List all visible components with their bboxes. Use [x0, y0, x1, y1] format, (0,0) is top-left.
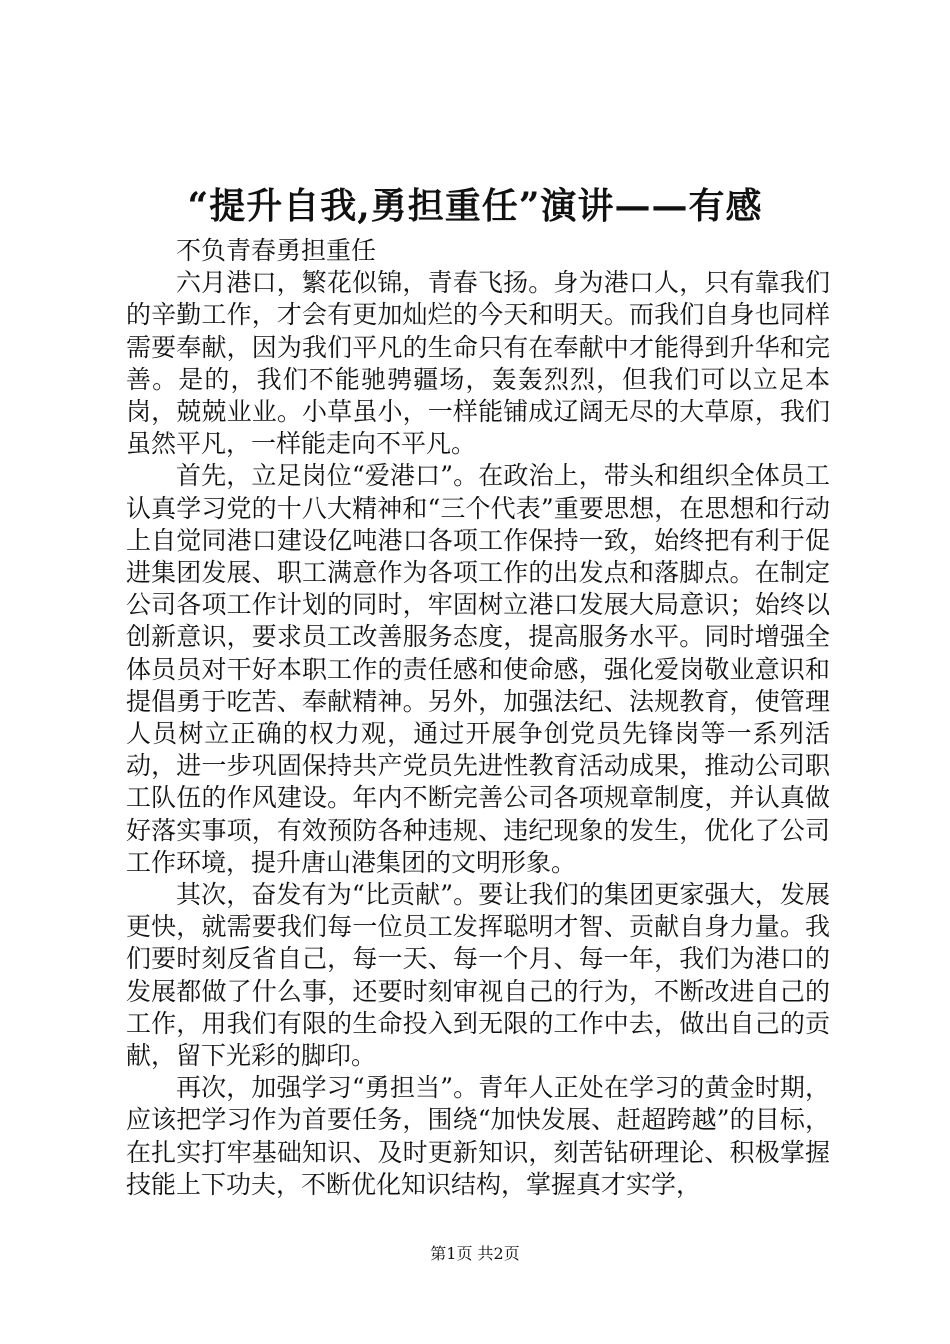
- document-title: “提升自我,勇担重任”演讲——有感: [187, 185, 763, 227]
- document-body: [126, 235, 830, 1201]
- paragraph: 首先，立足岗位“爱港口”。在政治上，带头和组织全体员工认真学习党的十八大精神和“三个代表”重要思想，在思想和行动上自觉同港口建设亿吨港口各项工作保持一致，始终把有利于促进集团发展、职工满意作为各项工作的出发点和落脚点。在制定公司各项工作计划的同时，牢固树立港口发展大局意识；始终以创新意识，要求员工改善服务态度，提高服务水平。同时增强全体员员对干好本职工作的责任感和使命感，强化爱岗敬业意识和提倡勇于吃苦、奉献精神。另外，加强法纪、法规教育，使管理人员树立正确的权力观，通过开展争创党员先锋岗等一系列活动，进一步巩固保持共产党员先进性教育活动成果，推动公司职工队伍的作风建设。年内不断完善公司各项规章制度，并认真做好落实事项，有效预防各种违规、违纪现象的发生，优化了公司工作环境，提升唐山港集团的文明形象。: [126, 461, 830, 877]
- page-number-footer: 第1页 共2页: [430, 1244, 520, 1263]
- paragraph: 其次，奋发有为“比贡献”。要让我们的集团更家强大，发展更快，就需要我们每一位员工发挥聪明才智、贡献自身力量。我们要时刻反省自己，每一天、每一个月、每一年，我们为港口的发展都做了什么事，还要时刻审视自己的行为，不断改进自己的工作，用我们有限的生命投入到无限的工作中去，做出自己的贡献，留下光彩的脚印。: [126, 880, 830, 1071]
- paragraph-subtitle: 不负青春勇担重任: [176, 236, 377, 265]
- paragraph: 再次，加强学习“勇担当”。青年人正处在学习的黄金时期，应该把学习作为首要任务，围绕“加快发展、赶超跨越”的目标，在扎实打牢基础知识、及时更新知识，刻苦钻研理论、积极掌握技能上下功夫，不断优化知识结构，掌握真才实学，: [126, 1073, 830, 1199]
- paragraph: 六月港口，繁花似锦，青春飞扬。身为港口人，只有靠我们的辛勤工作，才会有更加灿烂的今天和明天。而我们自身也同样需要奉献，因为我们平凡的生命只有在奉献中才能得到升华和完善。是的，我们不能驰骋疆场，轰轰烈烈，但我们可以立足本岗，兢兢业业。小草虽小，一样能铺成辽阔无尽的大草原，我们虽然平凡，一样能走向不平凡。: [126, 268, 830, 459]
